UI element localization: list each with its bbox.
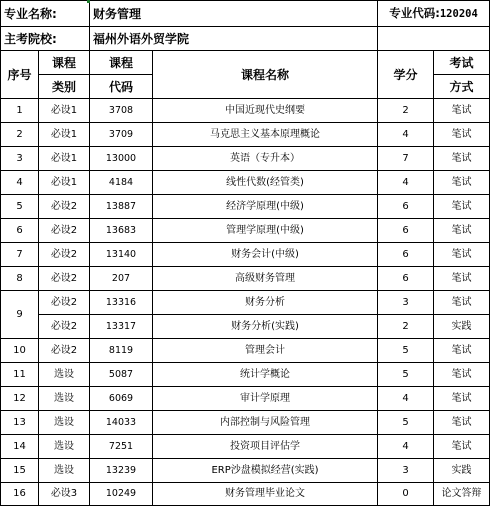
cell-category: 必设1 bbox=[39, 147, 90, 171]
table-row bbox=[1, 123, 490, 147]
cell-code: 13239 bbox=[90, 459, 153, 483]
cell-credits: 5 bbox=[378, 411, 434, 435]
cell-course-name: 财务分析(实践) bbox=[153, 315, 378, 339]
cell-exam: 笔试 bbox=[434, 99, 490, 123]
cell-credits: 5 bbox=[378, 339, 434, 363]
cell-seq: 11 bbox=[1, 363, 39, 387]
school-row-blank-cell bbox=[378, 27, 490, 51]
cell-category: 必设1 bbox=[39, 123, 90, 147]
cell-category: 选设 bbox=[39, 387, 90, 411]
cell-seq: 4 bbox=[1, 171, 39, 195]
cell-seq: 13 bbox=[1, 411, 39, 435]
table-row bbox=[1, 99, 490, 123]
cell-category: 必设2 bbox=[39, 291, 90, 315]
cell-credits: 6 bbox=[378, 267, 434, 291]
table-row bbox=[1, 387, 490, 411]
cell-seq: 3 bbox=[1, 147, 39, 171]
cell-course-name: 审计学原理 bbox=[153, 387, 378, 411]
cell-course-name: 管理会计 bbox=[153, 339, 378, 363]
cell-course-name: 财务会计(中级) bbox=[153, 243, 378, 267]
cell-exam: 实践 bbox=[434, 315, 490, 339]
cell-credits: 6 bbox=[378, 219, 434, 243]
cell-exam: 笔试 bbox=[434, 339, 490, 363]
cell-code: 3708 bbox=[90, 99, 153, 123]
cell-code: 13887 bbox=[90, 195, 153, 219]
table-row bbox=[1, 315, 490, 339]
cell-category: 必设2 bbox=[39, 243, 90, 267]
cell-code: 13316 bbox=[90, 291, 153, 315]
table-row bbox=[1, 483, 490, 506]
column-header-row-1 bbox=[1, 51, 490, 75]
major-name-row bbox=[1, 1, 490, 27]
major-code-cell bbox=[378, 1, 490, 27]
cell-code: 13140 bbox=[90, 243, 153, 267]
cell-credits: 0 bbox=[378, 483, 434, 506]
cell-code: 13683 bbox=[90, 219, 153, 243]
cell-course-name: 内部控制与风险管理 bbox=[153, 411, 378, 435]
col-header-category-2: 类别 bbox=[39, 75, 90, 99]
col-header-category-1: 课程 bbox=[39, 51, 90, 75]
col-header-code-1: 课程 bbox=[90, 51, 153, 75]
cell-category: 选设 bbox=[39, 363, 90, 387]
cell-seq: 7 bbox=[1, 243, 39, 267]
cell-exam: 笔试 bbox=[434, 387, 490, 411]
col-header-credits: 学分 bbox=[378, 51, 434, 99]
cell-category: 必设2 bbox=[39, 219, 90, 243]
table-row bbox=[1, 195, 490, 219]
cell-credits: 2 bbox=[378, 315, 434, 339]
cell-code: 13317 bbox=[90, 315, 153, 339]
table-row bbox=[1, 147, 490, 171]
col-header-exam-1: 考试 bbox=[434, 51, 490, 75]
school-value: 福州外语外贸学院 bbox=[90, 27, 378, 51]
cell-exam: 笔试 bbox=[434, 267, 490, 291]
table-row bbox=[1, 339, 490, 363]
cell-code: 207 bbox=[90, 267, 153, 291]
cell-category: 必设3 bbox=[39, 483, 90, 506]
cell-seq: 14 bbox=[1, 435, 39, 459]
cell-credits: 4 bbox=[378, 387, 434, 411]
cell-credits: 5 bbox=[378, 363, 434, 387]
cell-seq: 12 bbox=[1, 387, 39, 411]
cell-code: 5087 bbox=[90, 363, 153, 387]
cell-credits: 3 bbox=[378, 291, 434, 315]
cell-seq: 5 bbox=[1, 195, 39, 219]
major-code-value: 120204 bbox=[439, 7, 478, 20]
cell-category: 必设2 bbox=[39, 315, 90, 339]
cell-course-name: 管理学原理(中级) bbox=[153, 219, 378, 243]
table-row bbox=[1, 459, 490, 483]
cell-code: 10249 bbox=[90, 483, 153, 506]
cell-seq: 16 bbox=[1, 483, 39, 506]
cell-cursor-marker bbox=[87, 0, 90, 3]
col-header-exam-2: 方式 bbox=[434, 75, 490, 99]
cell-exam: 笔试 bbox=[434, 291, 490, 315]
cell-course-name: 经济学原理(中级) bbox=[153, 195, 378, 219]
cell-category: 选设 bbox=[39, 435, 90, 459]
major-name-value: 财务管理 bbox=[90, 1, 378, 27]
cell-seq: 8 bbox=[1, 267, 39, 291]
table-row bbox=[1, 243, 490, 267]
cell-exam: 笔试 bbox=[434, 195, 490, 219]
cell-code: 7251 bbox=[90, 435, 153, 459]
school-label: 主考院校: bbox=[1, 27, 90, 51]
table-row bbox=[1, 267, 490, 291]
table-row bbox=[1, 171, 490, 195]
cell-course-name: 线性代数(经管类) bbox=[153, 171, 378, 195]
table-row bbox=[1, 411, 490, 435]
cell-code: 3709 bbox=[90, 123, 153, 147]
cell-category: 必设2 bbox=[39, 195, 90, 219]
cell-category: 必设1 bbox=[39, 99, 90, 123]
cell-credits: 4 bbox=[378, 435, 434, 459]
major-name-label: 专业名称: bbox=[1, 1, 90, 27]
cell-code: 6069 bbox=[90, 387, 153, 411]
cell-seq: 10 bbox=[1, 339, 39, 363]
cell-credits: 3 bbox=[378, 459, 434, 483]
cell-code: 13000 bbox=[90, 147, 153, 171]
cell-category: 选设 bbox=[39, 411, 90, 435]
cell-exam: 笔试 bbox=[434, 411, 490, 435]
cell-category: 必设1 bbox=[39, 171, 90, 195]
cell-course-name: 统计学概论 bbox=[153, 363, 378, 387]
cell-code: 4184 bbox=[90, 171, 153, 195]
cell-credits: 6 bbox=[378, 195, 434, 219]
table-row bbox=[1, 435, 490, 459]
major-code-label: 专业代码: bbox=[389, 5, 440, 20]
col-header-code-2: 代码 bbox=[90, 75, 153, 99]
cell-seq: 6 bbox=[1, 219, 39, 243]
cell-course-name: 财务管理毕业论文 bbox=[153, 483, 378, 506]
table-row bbox=[1, 219, 490, 243]
cell-seq: 9 bbox=[1, 291, 39, 339]
table-row bbox=[1, 291, 490, 315]
table-row bbox=[1, 363, 490, 387]
cell-category: 必设2 bbox=[39, 267, 90, 291]
cell-course-name: 中国近现代史纲要 bbox=[153, 99, 378, 123]
col-header-seq: 序号 bbox=[1, 51, 39, 99]
cell-category: 必设2 bbox=[39, 339, 90, 363]
cell-category: 选设 bbox=[39, 459, 90, 483]
cell-course-name: 投资项目评估学 bbox=[153, 435, 378, 459]
cell-code: 14033 bbox=[90, 411, 153, 435]
cell-credits: 2 bbox=[378, 99, 434, 123]
cell-course-name: 马克思主义基本原理概论 bbox=[153, 123, 378, 147]
cell-exam: 笔试 bbox=[434, 243, 490, 267]
school-row bbox=[1, 27, 490, 51]
cell-exam: 实践 bbox=[434, 459, 490, 483]
cell-course-name: 英语（专升本） bbox=[153, 147, 378, 171]
cell-exam: 笔试 bbox=[434, 171, 490, 195]
cell-exam: 笔试 bbox=[434, 147, 490, 171]
cell-credits: 7 bbox=[378, 147, 434, 171]
cell-course-name: 财务分析 bbox=[153, 291, 378, 315]
cell-credits: 4 bbox=[378, 171, 434, 195]
cell-exam: 论文答辩 bbox=[434, 483, 490, 506]
cell-credits: 6 bbox=[378, 243, 434, 267]
cell-course-name: ERP沙盘模拟经营(实践) bbox=[153, 459, 378, 483]
cell-seq: 1 bbox=[1, 99, 39, 123]
cell-seq: 15 bbox=[1, 459, 39, 483]
cell-exam: 笔试 bbox=[434, 363, 490, 387]
cell-exam: 笔试 bbox=[434, 435, 490, 459]
cell-seq: 2 bbox=[1, 123, 39, 147]
cell-exam: 笔试 bbox=[434, 219, 490, 243]
cell-course-name: 高级财务管理 bbox=[153, 267, 378, 291]
col-header-course-name: 课程名称 bbox=[153, 51, 378, 99]
cell-credits: 4 bbox=[378, 123, 434, 147]
cell-exam: 笔试 bbox=[434, 123, 490, 147]
cell-code: 8119 bbox=[90, 339, 153, 363]
